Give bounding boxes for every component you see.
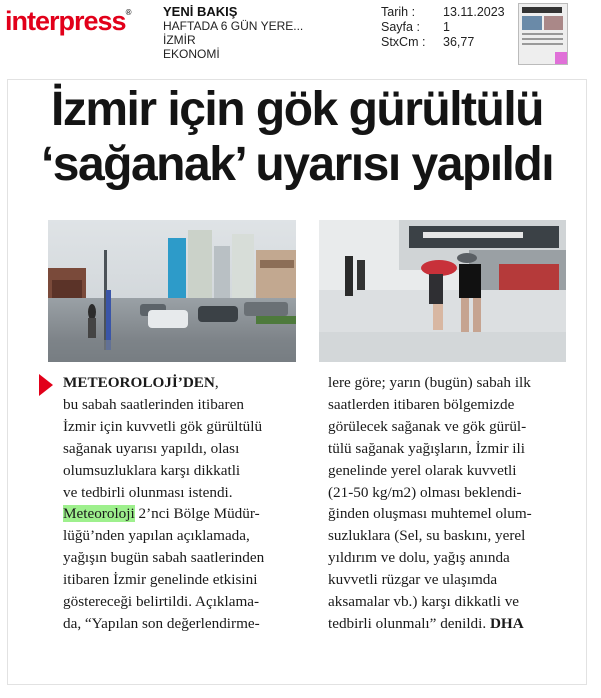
meta-date: Tarih : 13.11.2023 [381,5,505,19]
publication-category: EKONOMİ [163,47,220,61]
article-line: itibaren İzmir genelinde etkisini [63,571,258,589]
article-signature: DHA [489,614,524,632]
article-line: Meteoroloji 2’nci Bölge Müdür- [63,505,260,523]
publication-city: İZMİR [163,33,196,47]
article-line: İzmir için kuvvetli gök gürültülü [63,417,263,435]
meta-stxcm: StxCm : 36,77 [381,35,475,49]
search-highlight: Meteoroloji [63,505,135,523]
page-thumbnail[interactable] [518,3,568,65]
article-line: lüğü’nden yapılan açıklamada, [63,527,250,545]
article-column-2 [328,372,578,635]
photo-people-walking-in-rain [319,220,566,362]
article-line: aksamalar vb.) karşı dikkatli ve [328,593,520,611]
article-line: ğinden oluşması muhtemel olum- [328,505,532,523]
article-line: lere göre; yarın (bugün) sabah ilk [328,374,531,391]
article-clipping [8,80,586,684]
article-line: görülecek sağanak ve gök gürül- [328,417,527,435]
clipping-header [0,0,601,80]
publication-info [163,5,303,61]
article-line: saatlerden itibaren bölgemizde [328,395,515,413]
article-line: yağışın bugün sabah saatlerinden [63,549,265,567]
article-headline: İzmir için gök gürültülü ‘sağanak’ uyarısı yapıldı [40,83,554,191]
article-line: sağanak uyarısı yapıldı, olası [63,439,240,457]
clipping-meta [381,5,505,50]
article-lead: METEOROLOJİ’DEN [63,374,215,391]
article-line: kuvvetli rüzgar ve ulaşımda [328,571,498,589]
publication-name: YENİ BAKIŞ [163,4,238,19]
interpress-logo: interpress® [5,6,131,36]
article-line: (21-50 kg/m2) olması beklendi- [328,483,522,501]
photo-rainy-street-traffic [48,220,296,362]
article-line: tülü sağanak yağışların, İzmir ili [328,439,525,457]
article-line: METEOROLOJİ’DEN, [63,374,219,391]
lead-arrow-icon [39,374,53,396]
article-line: olumsuzluklara karşı dikkatli [63,461,241,479]
article-line: tedbirli olunmalı” denildi. DHA [328,614,524,632]
meta-page: Sayfa : 1 [381,20,450,34]
article-line: göstereceği belirtildi. Açıklama- [63,593,260,611]
article-line: genelinde yerel olarak kuvvetli [328,461,517,479]
article-line: ve tedbirli olunması istendi. [63,483,233,501]
article-line: yıldırım ve dolu, yağış anında [328,549,510,567]
article-line: da, “Yapılan son değerlendirme- [63,614,260,632]
article-line: bu sabah saatlerinden itibaren [63,395,244,413]
article-line: suzluklara (Sel, su baskını, yerel [328,527,526,545]
publication-frequency: HAFTADA 6 GÜN YERE... [163,19,304,33]
thumbnail-marker [555,52,567,64]
article-column-1 [63,372,308,635]
